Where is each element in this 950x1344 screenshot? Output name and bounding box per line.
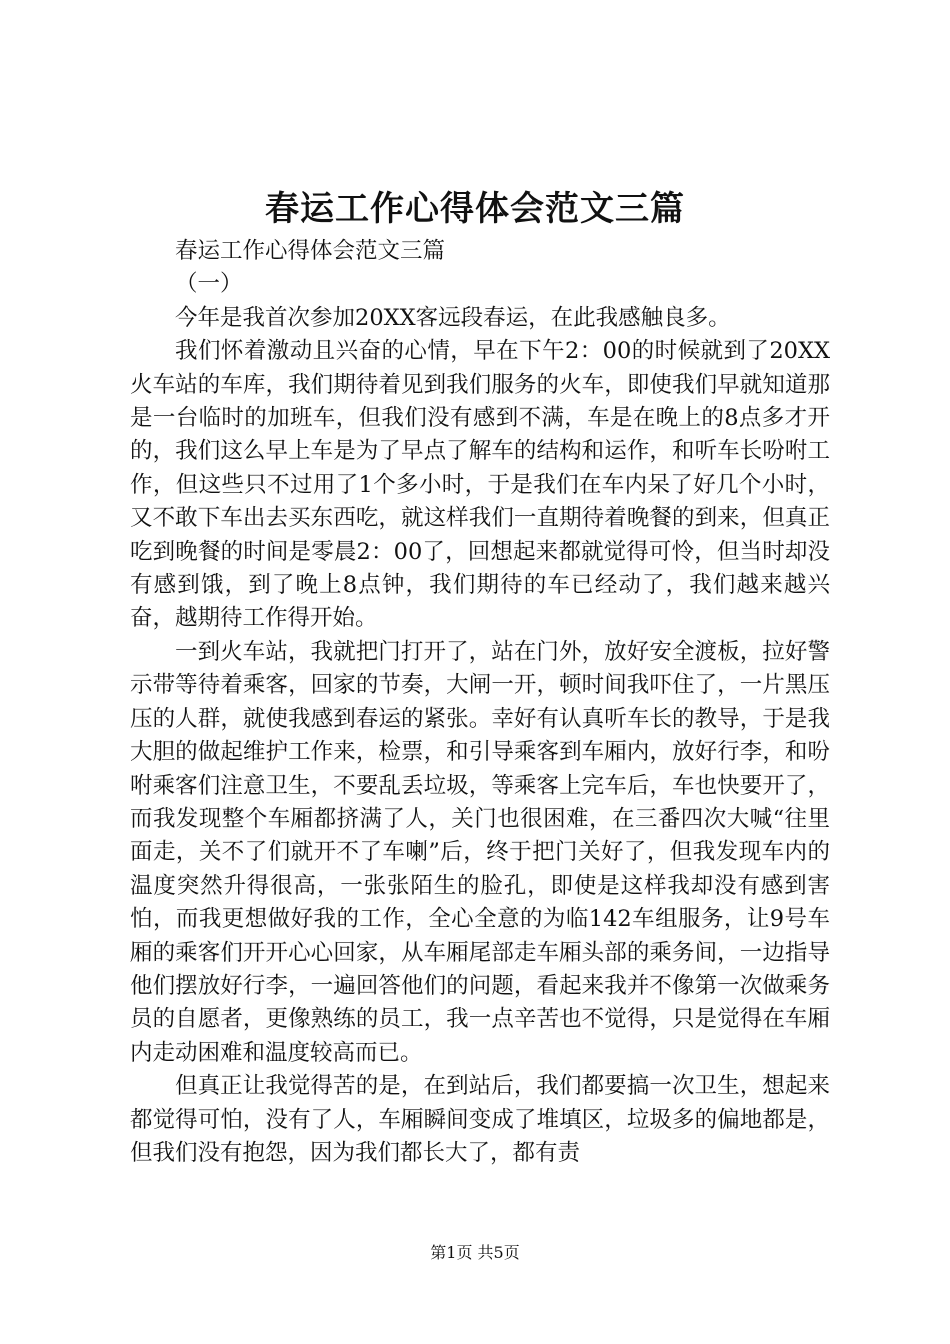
paragraph-subtitle: 春运工作心得体会范文三篇 [175,238,446,264]
paragraph: 但真正让我觉得苦的是，在到站后，我们都要搞一次卫生，想起来都觉得可怕，没有了人，车厢瞬间变成了堆填区，垃圾多的偏地都是，但我们没有抱怨，因为我们都长大了，都有责 [130,1073,830,1166]
page-footer: 第1页 共5页 [430,1243,520,1262]
paragraph: 今年是我首次参加20XX客远段春运，在此我感触良多。 [175,304,731,331]
paragraph-section-number: （一） [175,271,243,298]
paragraph: 一到火车站，我就把门打开了，站在门外，放好安全渡板，拉好警示带等待着乘客，回家的节奏，大闸一开，顿时间我吓住了，一片黑压压的人群，就使我感到春运的紧张。幸好有认真听车长的教导，于是我大胆的做起维护工作来，检票，和引导乘客到车厢内，放好行李，和吩咐乘客们注意卫生，不要乱丢垃圾，等乘客上完车后，车也快要开了，而我发现整个车厢都挤满了人，关门也很困难，在三番四次大喊“往里面走，关不了们就开不了车喇”后，终于把门关好了，但我发现车内的温度突然升得很高，一张张陌生的脸孔，即使是这样我却没有感到害怕，而我更想做好我的工作，全心全意的为临142车组服务，让9号车厢的乘客们开开心心回家，从车厢尾部走车厢头部的乘务间，一边指导他们摆放好行李，一遍回答他们的问题，看起来我并不像第一次做乘务员的自愿者，更像熟练的员工，我一点辛苦也不觉得，只是觉得在车厢内走动困难和温度较高而已。 [130,638,830,1066]
document-title: 春运工作心得体会范文三篇 [265,189,685,229]
paragraph: 我们怀着激动且兴奋的心情，早在下午2：00的时候就到了20XX火车站的车库，我们期待着见到我们服务的火车，即使我们早就知道那是一台临时的加班车，但我们没有感到不满，车是在晚上的8点多才开的，我们这么早上车是为了早点了解车的结构和运作，和听车长吩咐工作，但这些只不过用了1个多小时，于是我们在车内呆了好几个小时，又不敢下车出去买东西吃，就这样我们一直期待着晚餐的到来，但真正吃到晚餐的时间是零晨2：00了，回想起来都就觉得可怜，但当时却没有感到饿，到了晚上8点钟，我们期待的车已经动了，我们越来越兴奋，越期待工作得开始。 [130,338,830,632]
document-body [130,235,830,1170]
